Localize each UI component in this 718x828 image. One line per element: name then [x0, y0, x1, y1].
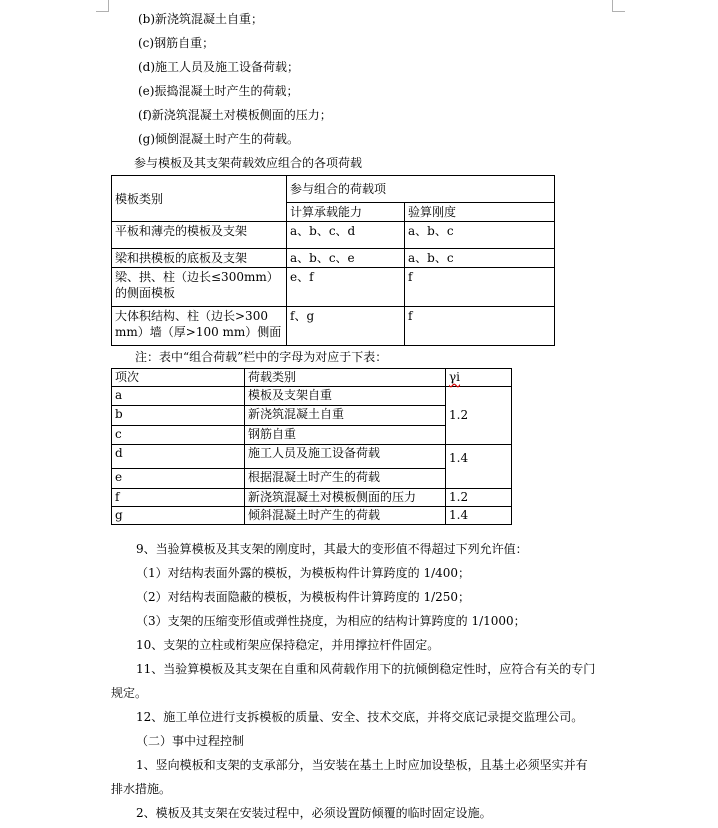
header-template-category: 模板类别: [112, 176, 287, 222]
table-row: [112, 445, 512, 469]
row-load-type: 倾斜混凝土时产生的荷载: [245, 507, 446, 525]
row-stiffness: a、b、c: [405, 222, 555, 249]
row-capacity: e、f: [287, 268, 405, 307]
load-item-c: (c)钢筋自重；: [138, 36, 215, 50]
row-item: c: [112, 426, 245, 445]
row-load-type: 新浇筑混凝土对模板侧面的压力: [245, 489, 446, 507]
row-item: a: [112, 387, 245, 406]
row-gamma: 1.2: [446, 489, 512, 507]
header-capacity: 计算承载能力: [287, 203, 405, 222]
row-item: e: [112, 469, 245, 489]
paragraph-9-3: （3）支架的压缩变形值或弹性挠度，为相应的结构计算跨度的 1/1000；: [136, 614, 526, 628]
section-item-1-line2: 排水措施。: [111, 782, 172, 796]
paragraph-10: 10、支架的立柱或桁架应保持稳定，并用撑拉杆件固定。: [136, 638, 440, 652]
table-row: [112, 222, 555, 249]
row-load-type: 施工人员及施工设备荷载: [245, 445, 446, 469]
load-item-d: (d)施工人员及施工设备荷载；: [138, 60, 300, 74]
row-item: g: [112, 507, 245, 525]
table-row: [112, 249, 555, 268]
row-gamma: 1.2: [446, 387, 512, 445]
table2-note: 注：表中“组合荷载”栏中的字母为对应于下表：: [135, 350, 388, 364]
table1-caption: 参与模板及其支架荷载效应组合的各项荷载: [134, 156, 363, 170]
row-category: [112, 268, 287, 307]
header-combination-items: 参与组合的荷载项: [287, 176, 555, 203]
paragraph-9: 9、当验算模板及其支架的刚度时，其最大的变形值不得超过下列允许值：: [136, 542, 528, 556]
row-load-type: 根据混凝土时产生的荷载: [245, 469, 446, 489]
load-item-b: (b)新浇筑混凝土自重；: [138, 12, 264, 26]
table-row: [112, 507, 512, 525]
row-category-line2: 的侧面模板: [115, 286, 176, 300]
table-row: [112, 268, 555, 307]
section-item-1-line1: 1、竖向模板和支架的支承部分，当安装在基土上时应加设垫板，且基土必须坚实并有: [136, 758, 588, 772]
paragraph-11-line1: 11、当验算模板及其支架在自重和风荷载作用下的抗倾倒稳定性时，应符合有关的专门: [136, 662, 596, 676]
gamma-symbol: γi: [449, 370, 461, 384]
row-category-line2: mm）墙（厚>100 mm）侧面: [115, 325, 282, 339]
row-item: d: [112, 445, 245, 469]
row-stiffness: f: [405, 307, 555, 346]
load-factor-table: [111, 368, 512, 525]
load-combination-table: [111, 175, 555, 346]
row-item: b: [112, 406, 245, 426]
header-stiffness: 验算刚度: [405, 203, 555, 222]
table-row: [112, 489, 512, 507]
row-load-type: 模板及支架自重: [245, 387, 446, 406]
paragraph-9-1: （1）对结构表面外露的模板，为模板构件计算跨度的 1/400；: [136, 566, 471, 580]
header-load-type: 荷载类别: [245, 369, 446, 387]
row-stiffness: f: [405, 268, 555, 307]
paragraph-12: 12、施工单位进行支拆模板的质量、安全、技术交底，并将交底记录提交监理公司。: [136, 710, 584, 724]
section-item-2: 2、模板及其支架在安装过程中，必须设置防倾覆的临时固定设施。: [136, 806, 492, 820]
header-gamma: [446, 369, 512, 387]
row-category-line1: 大体积结构、柱（边长>300: [115, 309, 268, 323]
row-category: 平板和薄壳的模板及支架: [112, 222, 287, 249]
paragraph-11-line2: 规定。: [111, 686, 148, 700]
row-category-line1: 梁、拱、柱（边长≤300mm）: [115, 270, 279, 284]
load-item-g: (g)倾倒混凝土时产生的荷载。: [138, 132, 300, 146]
row-capacity: a、b、c、d: [287, 222, 405, 249]
row-stiffness: a、b、c: [405, 249, 555, 268]
header-item: 项次: [112, 369, 245, 387]
row-capacity: f、g: [287, 307, 405, 346]
row-load-type: 钢筋自重: [245, 426, 446, 445]
table-row: [112, 307, 555, 346]
row-item: f: [112, 489, 245, 507]
row-gamma: 1.4: [446, 445, 512, 489]
row-category: 梁和拱模板的底板及支架: [112, 249, 287, 268]
row-gamma: 1.4: [446, 507, 512, 525]
row-capacity: a、b、c、e: [287, 249, 405, 268]
page-corner-mark-left: [96, 0, 109, 12]
page-corner-mark-right: [612, 0, 625, 12]
section-heading: （二）事中过程控制: [136, 734, 245, 748]
paragraph-9-2: （2）对结构表面隐蔽的模板，为模板构件计算跨度的 1/250；: [136, 590, 471, 604]
row-category: [112, 307, 287, 346]
table-row: [112, 387, 512, 406]
load-item-f: (f)新浇筑混凝土对模板侧面的压力；: [138, 108, 332, 122]
load-item-e: (e)振捣混凝土时产生的荷载；: [138, 84, 299, 98]
row-load-type: 新浇筑混凝土自重: [245, 406, 446, 426]
